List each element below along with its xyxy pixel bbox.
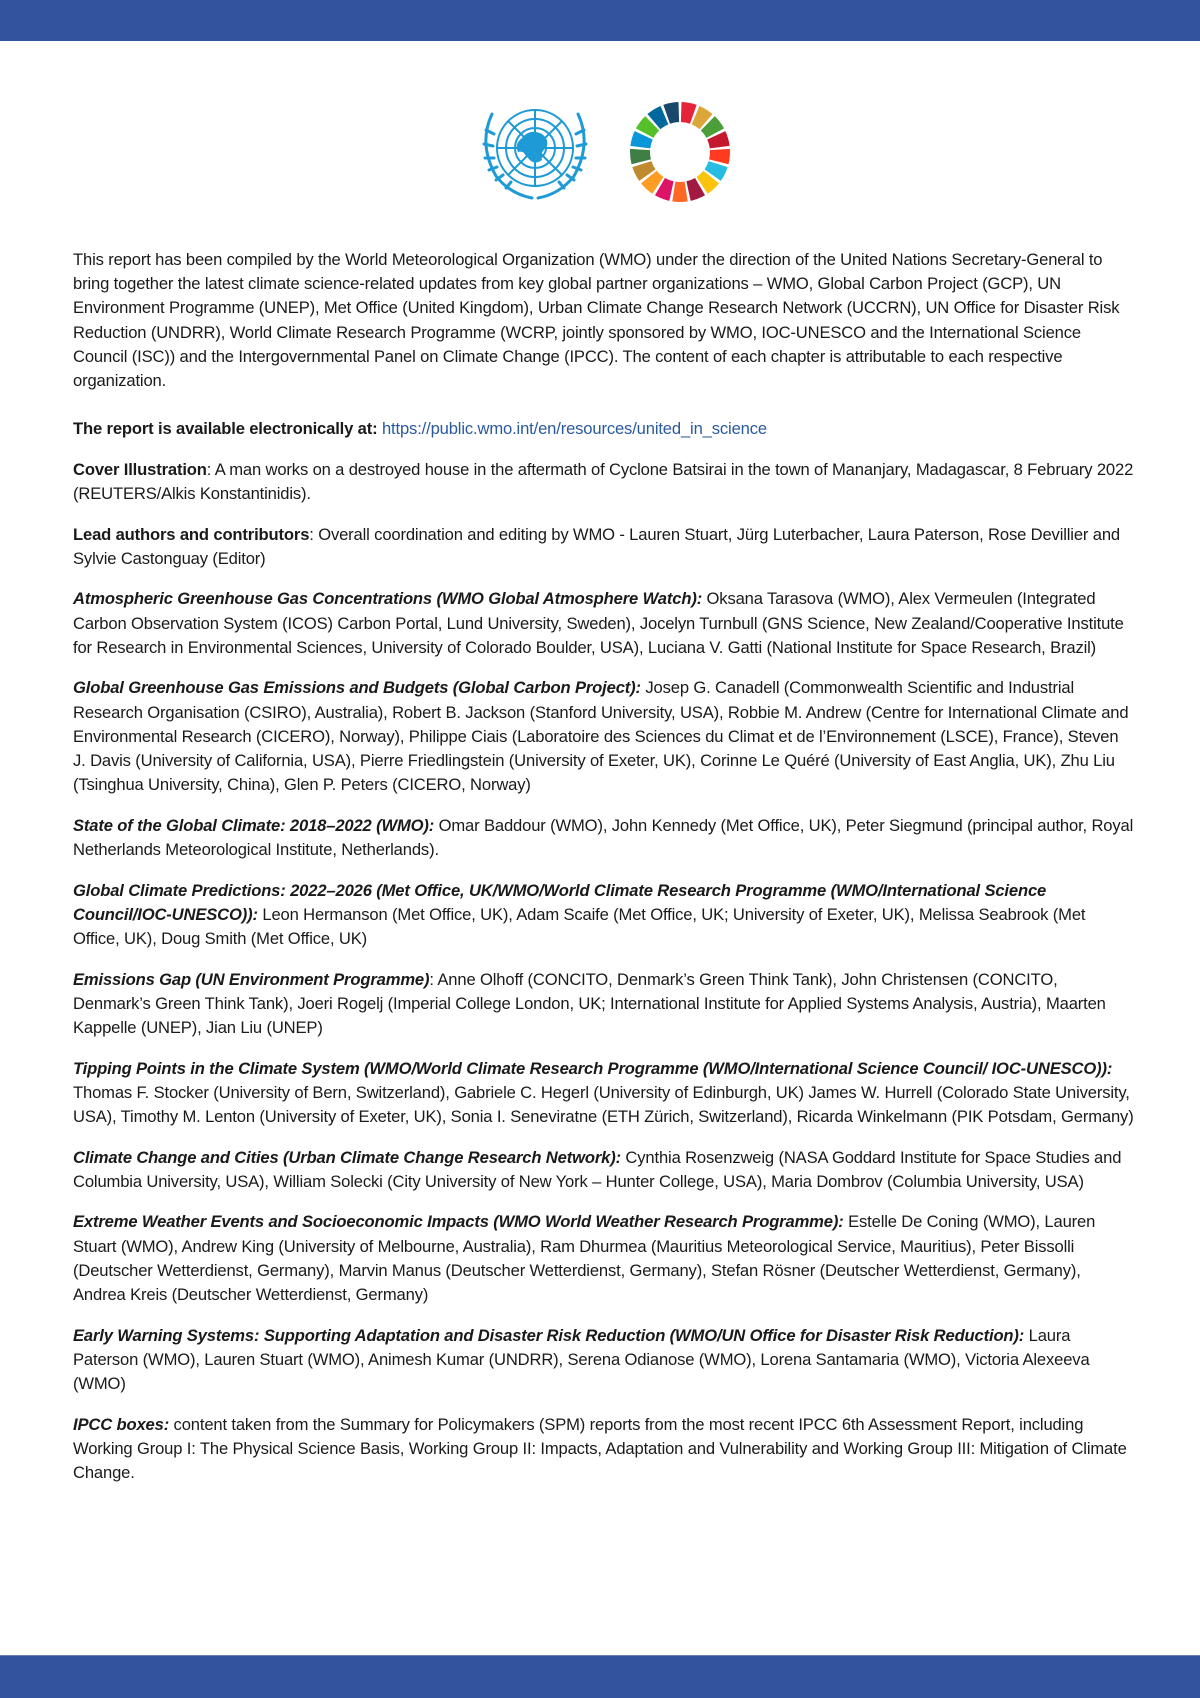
section-credit — [73, 968, 1135, 1041]
section-text: Leon Hermanson (Met Office, UK), Adam Scaife (Met Office, UK; University of Exeter, UK), Melissa Seabrook (Met Office, UK), Doug Smith (Met Office, UK) — [73, 904, 1086, 949]
section-credit — [73, 1324, 1135, 1397]
section-title: Climate Change and Cities (Urban Climate Change Research Network): — [73, 1147, 621, 1167]
un-emblem-icon — [474, 100, 596, 202]
sdg-wheel-icon — [628, 100, 732, 204]
section-text: Estelle De Coning (WMO), Lauren Stuart (WMO), Andrew King (University of Melbourne, Australia), Ram Dhurmea (Mauritius Meteorological Service, Mauritius), Peter Bissolli (Deutscher Wetterdienst, Germany), Marvin Manus (Deutscher Wetterdienst, Germany), Stefan Rösner (Deutscher Wetterdienst, Germany), Andrea Kreis (Deutscher Wetterdienst, Germany) — [73, 1212, 1096, 1305]
header-bar — [0, 0, 1200, 41]
section-title: Global Climate Predictions: 2022–2026 (Met Office, UK/WMO/World Climate Research Programme (WMO/International Science Council/IOC-UNESCO)): — [73, 880, 1047, 924]
cover-label: Cover Illustration — [73, 459, 207, 479]
section-credit — [73, 1057, 1135, 1130]
section-title: Early Warning Systems: Supporting Adaptation and Disaster Risk Reduction (WMO/UN Office for Disaster Risk Reduction): — [73, 1325, 1025, 1345]
section-credit — [73, 1413, 1135, 1486]
credits-content — [73, 248, 1135, 1502]
lead-authors-label: Lead authors and contributors — [73, 524, 310, 544]
footer-bar — [0, 1655, 1200, 1698]
intro-paragraph: This report has been compiled by the World Meteorological Organization (WMO) under the direction of the United Nations Secretary-General to bring together the latest climate science-related updates from key global partner organizations – WMO, Global Carbon Project (GCP), UN Environment Programme (UNEP), Met Office (United Kingdom), Urban Climate Change Research Network (UCCRN), UN Office for Disaster Risk Reduction (UNDRR), World Climate Research Programme (WCRP, jointly sponsored by WMO, IOC-UNESCO and the International Science Council (ISC)) and the Intergovernmental Panel on Climate Change (IPCC). The content of each chapter is attributable to each respective organization. — [73, 250, 1120, 391]
section-title: Extreme Weather Events and Socioeconomic Impacts (WMO World Weather Research Programme): — [73, 1212, 844, 1232]
section-credit — [73, 676, 1135, 797]
section-text: content taken from the Summary for Policymakers (SPM) reports from the most recent IPCC 6th Assessment Report, including Working Group I: The Physical Science Basis, Working Group II: Impacts, Adaptation and Vulnerability and Working Group III: Mitigation of Climate Change. — [73, 1414, 1127, 1483]
section-credit — [73, 814, 1135, 862]
report-link[interactable]: https://public.wmo.int/en/resources/united_in_science — [381, 419, 767, 439]
section-credit — [73, 1210, 1135, 1307]
section-text: Cynthia Rosenzweig (NASA Goddard Institute for Space Studies and Columbia University, USA), William Solecki (City University of New York – Hunter College, USA), Maria Dombrov (Columbia University, USA) — [73, 1147, 1122, 1191]
lead-authors-text: : Overall coordination and editing by WMO - Lauren Stuart, Jürg Luterbacher, Laura Paterson, Rose Devillier and Sylvie Castonguay (Editor) — [73, 524, 1120, 568]
availability-label: The report is available electronically at: — [73, 419, 378, 439]
section-title: Emissions Gap (UN Environment Programme) — [73, 969, 430, 989]
section-title: Tipping Points in the Climate System (WMO/World Climate Research Programme (WMO/International Science Council/ IOC-UNESCO)): — [73, 1058, 1113, 1078]
section-text: Thomas F. Stocker (University of Bern, Switzerland), Gabriele C. Hegerl (University of Edinburgh, UK) James W. Hurrell (Colorado State University, USA), Timothy M. Lenton (University of Exeter, UK), Sonia I. Seneviratne (ETH Zürich, Switzerland), Ricarda Winkelmann (PIK Potsdam, Germany) — [73, 1082, 1134, 1127]
section-credit — [73, 879, 1135, 952]
section-title: IPCC boxes: — [73, 1414, 170, 1434]
section-credit — [73, 587, 1135, 660]
lead-authors-paragraph — [73, 523, 1135, 571]
section-credit — [73, 1146, 1135, 1194]
section-text: : Anne Olhoff (CONCITO, Denmark’s Green Think Tank), John Christensen (CONCITO, Denmark’s Green Think Tank), Joeri Rogelj (Imperial College London, UK; International Institute for Applied Systems Analysis, Austria), Maarten Kappelle (UNEP), Jian Liu (UNEP) — [73, 969, 1106, 1038]
section-text: Oksana Tarasova (WMO), Alex Vermeulen (Integrated Carbon Observation System (ICOS) Carbon Portal, Lund University, Sweden), Jocelyn Turnbull (GNS Science, New Zealand/Cooperative Institute for Research in Environmental Sciences, University of Colorado Boulder, USA), Luciana V. Gatti (National Institute for Space Research, Brazil) — [73, 589, 1124, 657]
section-text: Josep G. Canadell (Commonwealth Scientific and Industrial Research Organisation (CSIRO), Australia), Robert B. Jackson (Stanford University, USA), Robbie M. Andrew (Centre for International Climate and Environmental Research (CICERO), Norway), Philippe Ciais (Laboratoire des Sciences du Climat et de l’Environnement (LSCE), France), Steven J. Davis (University of California, USA), Pierre Friedlingstein (University of Exeter, UK), Corinne Le Quéré (University of East Anglia, UK), Zhu Liu (Tsinghua University, China), Glen P. Peters (CICERO, Norway) — [73, 678, 1129, 795]
section-title: Global Greenhouse Gas Emissions and Budgets (Global Carbon Project): — [73, 678, 641, 698]
logo-row — [0, 100, 1200, 204]
availability-paragraph — [73, 417, 1135, 441]
section-text: Omar Baddour (WMO), John Kennedy (Met Office, UK), Peter Siegmund (principal author, Royal Netherlands Meteorological Institute, Netherlands). — [73, 815, 1134, 860]
cover-illustration-paragraph — [73, 458, 1135, 506]
section-title: Atmospheric Greenhouse Gas Concentrations (WMO Global Atmosphere Watch): — [73, 589, 703, 609]
section-title: State of the Global Climate: 2018–2022 (WMO): — [73, 815, 435, 835]
cover-text: : A man works on a destroyed house in the aftermath of Cyclone Batsirai in the town of Mananjary, Madagascar, 8 February 2022 (REUTERS/Alkis Konstantinidis). — [73, 459, 1134, 504]
section-text: Laura Paterson (WMO), Lauren Stuart (WMO), Animesh Kumar (UNDRR), Serena Odianose (WMO), Lorena Santamaria (WMO), Victoria Alexeeva (WMO) — [73, 1325, 1090, 1394]
